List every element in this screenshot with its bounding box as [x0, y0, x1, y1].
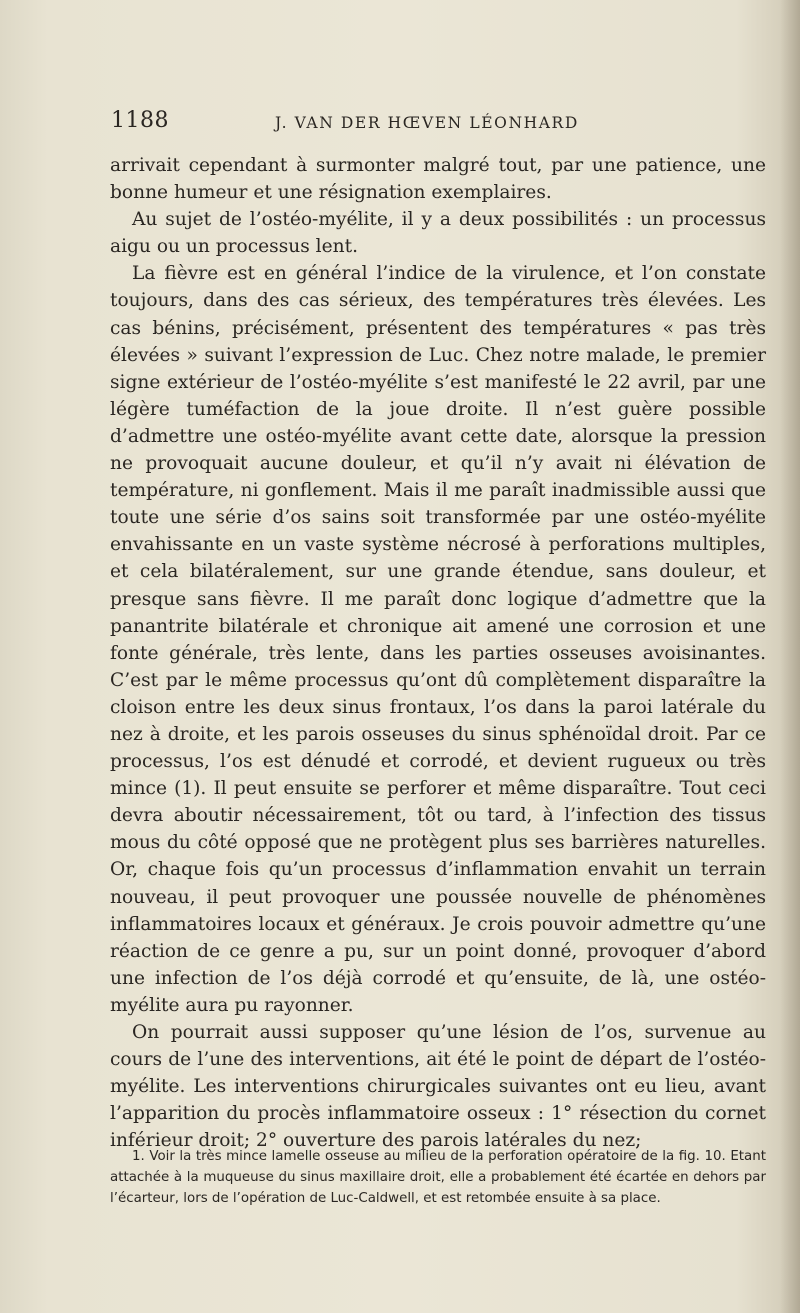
body-text — [110, 152, 766, 1154]
paragraph: arrivait cependant à surmonter malgré tout, par une patience, une bonne humeur et une résignation exemplaires. — [110, 155, 766, 204]
paragraph: Au sujet de l’ostéo-myélite, il y a deux possibilités : un processus aigu ou un processus lent. — [110, 209, 766, 258]
page-number: 1188 — [111, 108, 169, 133]
paragraph: On pourrait aussi supposer qu’une lésion de l’os, survenue au cours de l’une des interventions, ait été le point de départ de l’ostéo-myélite. Les interventions chirurgicales suivantes ont eu lieu, avant l’apparition du procès inflammatoire osseux : 1° résection du cornet inférieur droit; 2° ouverture des parois latérales du nez; — [110, 1022, 766, 1152]
footnote: 1. Voir la très mince lamelle osseuse au milieu de la perforation opératoire de la fig. 10. Etant attachée à la muqueuse du sinus maxillaire droit, elle a probablement été écartée en dehors par l’écarteur, lors de l’opération de Luc-Caldwell, et est retombée ensuite à sa place. — [110, 1149, 766, 1206]
page-edge-shadow — [780, 0, 800, 1313]
page-header — [0, 108, 800, 138]
footnotes — [110, 1146, 766, 1209]
paragraph: La fièvre est en général l’indice de la virulence, et l’on constate toujours, dans des cas sérieux, des températures très élevées. Les cas bénins, précisément, présentent des températures « pas très élevées » suivant l’expression de Luc. Chez notre malade, le premier signe extérieur de l’ostéo-myélite s’est manifesté le 22 avril, par une légère tuméfaction de la joue droite. Il n’est guère possible d’admettre une ostéo-myélite avant cette date, alorsque la pression ne provoquait aucune douleur, et qu’il n’y avait ni élévation de température, ni gonflement. Mais il me paraît inadmissible aussi que toute une série d’os sains soit transformée par une ostéo-myélite envahissante en un vaste système nécrosé à perforations multiples, et cela bilatéralement, sur une grande étendue, sans douleur, et presque sans fièvre. Il me paraît donc logique d’admettre que la panantrite bilatérale et chronique ait amené une corrosion et une fonte générale, très lente, dans les parties osseuses avoisinantes. C’est par le même processus qu’ont dû complètement disparaître la cloison entre les deux sinus frontaux, l’os dans la paroi latérale du nez à droite, et les parois osseuses du sinus sphénoïdal droit. Par ce processus, l’os est dénudé et corrodé, et devient rugueux ou très mince (1). Il peut ensuite se perforer et même disparaître. Tout ceci devra aboutir nécessairement, tôt ou tard, à l’infection des tissus mous du côté opposé que ne protègent plus ses barrières naturelles. Or, chaque fois qu’un processus d’inflammation envahit un terrain nouveau, il peut provoquer une poussée nouvelle de phénomènes inflammatoires locaux et généraux. Je crois pouvoir admettre qu’une réaction de ce genre a pu, sur un point donné, provoquer d’abord une infection de l’os déjà corrodé et qu’ensuite, de là, une ostéo-myélite aura pu rayonner. — [110, 263, 766, 1016]
running-head: J. VAN DER HŒVEN LÉONHARD — [275, 114, 579, 132]
